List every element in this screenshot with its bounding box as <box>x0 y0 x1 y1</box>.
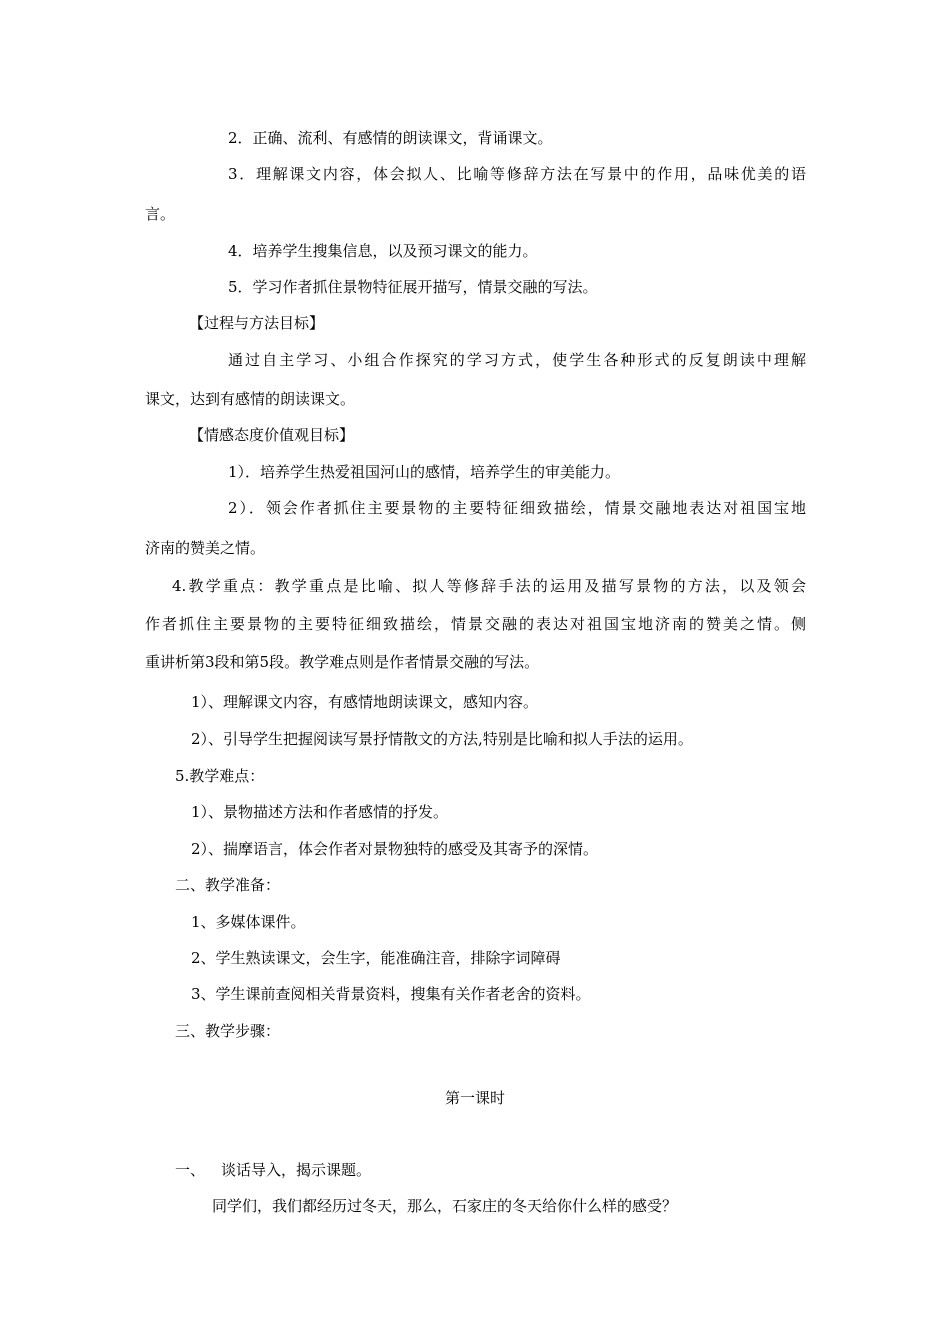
objective-5: 5．学习作者抓住景物特征展开描写，情景交融的写法。 <box>228 278 598 296</box>
difficulty-1: 1）、景物描述方法和作者感情的抒发。 <box>191 803 449 821</box>
preparation-heading: 二、教学准备： <box>175 876 281 894</box>
process-method-heading: 【过程与方法目标】 <box>189 314 325 332</box>
key-points-line-3: 重讲析第3段和第5段。教学难点则是作者情景交融的写法。 <box>145 653 540 671</box>
process-method-line-1: 通过自主学习、小组合作探究的学习方式，使学生各种形式的反复朗读中理解 <box>228 351 806 369</box>
objective-3-line-1: 3．理解课文内容，体会拟人、比喻等修辞方法在写景中的作用，品味优美的语 <box>228 165 806 183</box>
difficulty-2: 2）、揣摩语言，体会作者对景物独特的感受及其寄予的深情。 <box>191 840 599 858</box>
emotion-objective-2-line-1: 2）．领会作者抓住主要景物的主要特征细致描绘，情景交融地表达对祖国宝地 <box>228 499 806 517</box>
preparation-1: 1、多媒体课件。 <box>191 913 306 931</box>
intro-body: 同学们，我们都经历过冬天，那么，石家庄的冬天给你什么样的感受？ <box>212 1197 678 1215</box>
emotion-values-heading: 【情感态度价值观目标】 <box>189 426 355 444</box>
preparation-3: 3、学生课前查阅相关背景资料，搜集有关作者老舍的资料。 <box>191 985 591 1003</box>
objective-4: 4．培养学生搜集信息，以及预习课文的能力。 <box>228 242 538 260</box>
lesson-title: 第一课时 <box>444 1089 505 1107</box>
key-point-2: 2）、引导学生把握阅读写景抒情散文的方法,特别是比喻和拟人手法的运用。 <box>191 730 693 748</box>
process-method-line-2: 课文，达到有感情的朗读课文。 <box>145 390 356 408</box>
preparation-2: 2、学生熟读课文，会生字，能准确注音，排除字词障碍 <box>191 949 561 967</box>
intro-number: 一、 <box>175 1161 206 1179</box>
steps-heading: 三、教学步骤： <box>175 1022 281 1040</box>
key-point-1: 1）、理解课文内容，有感情地朗读课文，感知内容。 <box>191 693 539 711</box>
emotion-objective-1: 1）．培养学生热爱祖国河山的感情，培养学生的审美能力。 <box>228 463 621 481</box>
objective-2: 2．正确、流利、有感情的朗读课文，背诵课文。 <box>228 129 553 147</box>
difficulty-heading: 5.教学难点： <box>175 767 265 785</box>
key-points-line-1: 4.教学重点：教学重点是比喻、拟人等修辞手法的运用及描写景物的方法，以及领会 <box>172 577 806 595</box>
emotion-objective-2-line-2: 济南的赞美之情。 <box>145 539 266 557</box>
key-points-line-2: 作者抓住主要景物的主要特征细致描绘，情景交融的表达对祖国宝地济南的赞美之情。侧 <box>145 615 806 633</box>
intro-heading: 谈话导入，揭示课题。 <box>221 1161 372 1179</box>
objective-3-line-2: 言。 <box>145 205 176 223</box>
